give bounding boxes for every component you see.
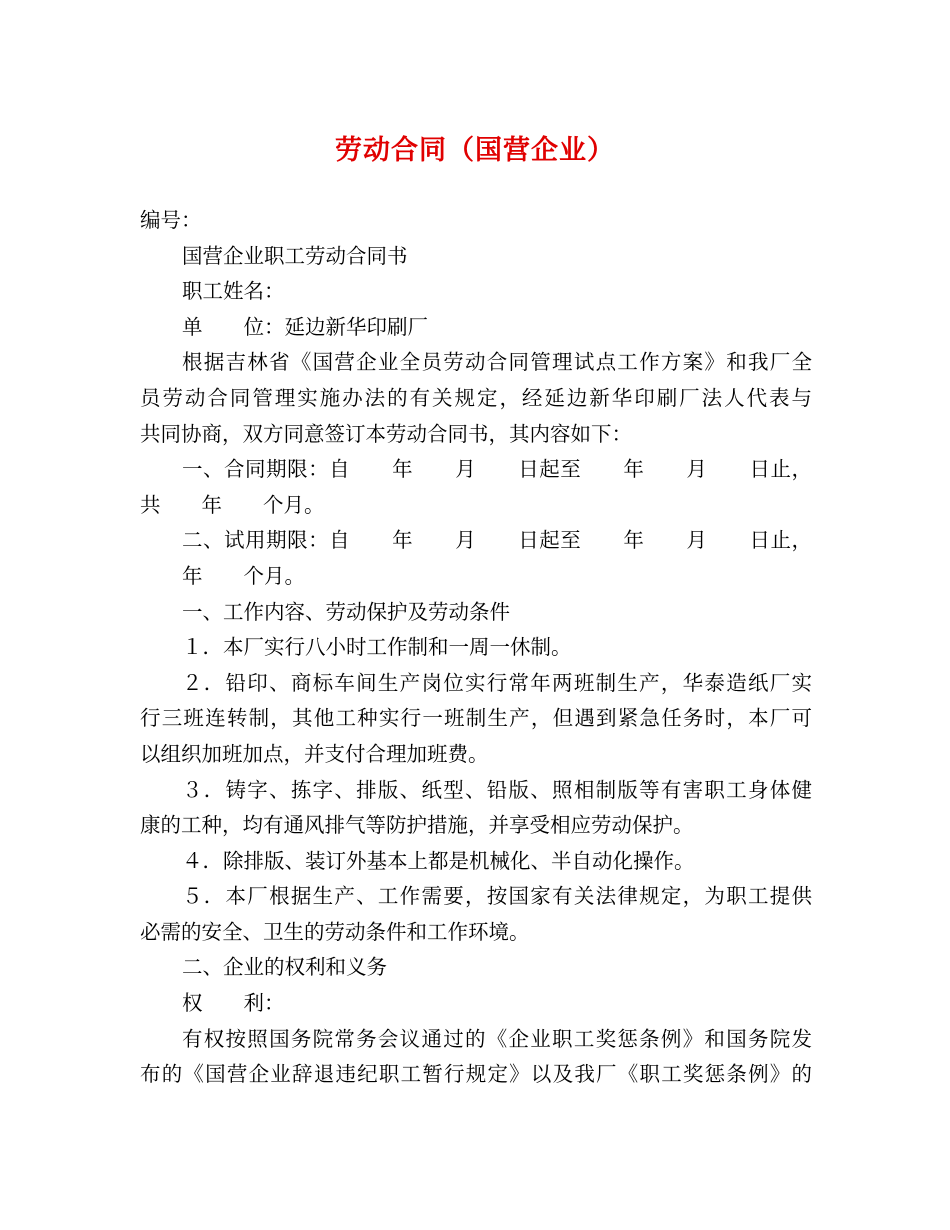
clause-line: 行三班连转制，其他工种实行一班制生产，但遇到紧急任务时，本厂可 bbox=[140, 706, 812, 731]
probation-term-total-line: 年 个月。 bbox=[182, 563, 305, 588]
paragraph-line: 布的《国营企业辞退违纪职工暂行规定》以及我厂《职工奖惩条例》的 bbox=[140, 1062, 812, 1087]
employee-name-line: 职工姓名： bbox=[182, 279, 285, 304]
clause-line: ４．除排版、装订外基本上都是机械化、半自动化操作。 bbox=[182, 848, 695, 873]
clause-line: １．本厂实行八小时工作制和一周一休制。 bbox=[182, 635, 572, 660]
section-heading: 二、企业的权利和义务 bbox=[182, 955, 387, 980]
document-title: 劳动合同（国营企业） bbox=[335, 135, 615, 166]
paragraph-line: 员劳动合同管理实施办法的有关规定，经延边新华印刷厂法人代表与 bbox=[140, 385, 812, 410]
probation-term-line: 二、试用期限：自 年 月 日起至 年 月 日止， bbox=[182, 528, 812, 553]
employer-unit-line: 单 位：延边新华印刷厂 bbox=[182, 314, 428, 339]
contract-book-heading: 国营企业职工劳动合同书 bbox=[182, 243, 408, 268]
contract-term-total-line: 共 年 个月。 bbox=[140, 492, 325, 517]
rights-heading: 权 利： bbox=[182, 991, 285, 1016]
document-body bbox=[140, 203, 812, 1093]
contract-term-line: 一、合同期限：自 年 月 日起至 年 月 日止， bbox=[182, 457, 812, 482]
paragraph-line: 根据吉林省《国营企业全员劳动合同管理试点工作方案》和我厂全 bbox=[182, 350, 812, 375]
paragraph-line: 共同协商，双方同意签订本劳动合同书，其内容如下： bbox=[140, 421, 632, 446]
clause-line: 康的工种，均有通风排气等防护措施，并享受相应劳动保护。 bbox=[140, 813, 694, 838]
clause-line: ５．本厂根据生产、工作需要，按国家有关法律规定，为职工提供 bbox=[182, 884, 812, 909]
serial-number-line: 编号： bbox=[140, 208, 202, 232]
clause-line: 以组织加班加点，并支付合理加班费。 bbox=[140, 741, 489, 766]
paragraph-line: 有权按照国务院常务会议通过的《企业职工奖惩条例》和国务院发 bbox=[182, 1026, 812, 1051]
section-heading: 一、工作内容、劳动保护及劳动条件 bbox=[182, 599, 510, 624]
clause-line: ３．铸字、拣字、排版、纸型、铅版、照相制版等有害职工身体健 bbox=[182, 777, 812, 802]
clause-line: 必需的安全、卫生的劳动条件和工作环境。 bbox=[140, 919, 530, 944]
clause-line: ２．铅印、商标车间生产岗位实行常年两班制生产，华泰造纸厂实 bbox=[182, 670, 812, 695]
